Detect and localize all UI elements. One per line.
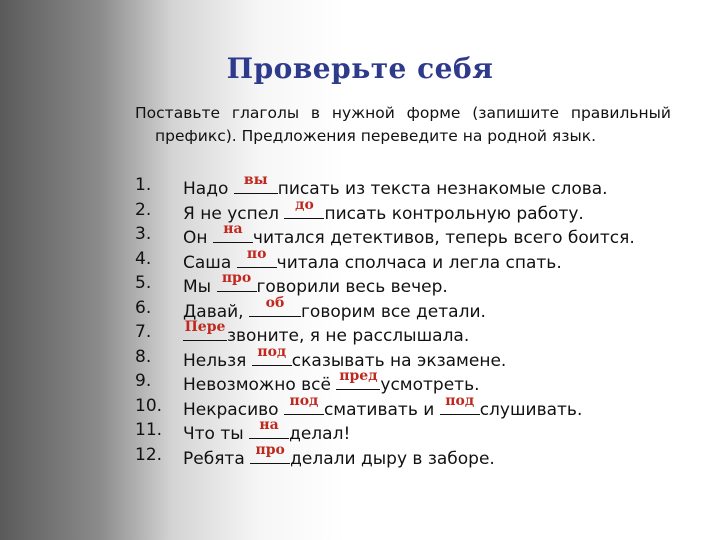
sentence-text (183, 196, 584, 224)
sentence-row (135, 392, 695, 421)
sentence-number: 4. (135, 248, 152, 269)
prefix-answer: на (223, 221, 243, 237)
answer-blank (234, 172, 278, 194)
sentence-start: Саша (183, 252, 237, 273)
sentence-row (135, 196, 695, 225)
sentence-number: 9. (135, 371, 152, 391)
sentence-start: Некрасиво (183, 399, 284, 420)
sentence-end: сказывать на экзамене. (291, 350, 507, 371)
sentence-number: 7. (135, 322, 152, 342)
prefix-answer: по (246, 245, 267, 262)
answer-blank (183, 319, 227, 341)
sentence-end: читала сполчаса и легла спать. (276, 252, 562, 273)
prefix-answer: пред (339, 368, 378, 384)
instructions-line-2: префикс). Предложения переведите на родной язык. (155, 127, 597, 145)
sentence-number: 6. (135, 297, 152, 318)
sentence-end: читался детективов, теперь всего боится. (252, 228, 635, 248)
prefix-answer: под (257, 343, 287, 360)
sentence-number: 5. (135, 273, 152, 293)
sentence-list (135, 172, 695, 469)
prefix-answer: под (445, 392, 475, 409)
sentence-row (135, 270, 695, 298)
prefix-answer: про (255, 441, 285, 458)
sentence-end: делали дыру в заборе. (290, 448, 495, 469)
sentence-row (135, 441, 695, 470)
sentence-number: 8. (135, 346, 152, 367)
sentence-row (135, 172, 695, 200)
sentence-text (183, 245, 562, 273)
sentence-start: Надо (183, 179, 234, 199)
sentence-start: Нельзя (183, 350, 252, 371)
sentence-start: Ребята (183, 448, 251, 469)
answer-blank (440, 392, 480, 415)
sentence-end: слушивать. (479, 399, 583, 420)
prefix-answer: на (259, 417, 279, 433)
answer-blank (217, 270, 257, 292)
prefix-answer: до (295, 196, 314, 213)
prefix-answer: вы (243, 172, 268, 188)
sentence-text (183, 343, 507, 371)
answer-blank (284, 196, 324, 219)
sentence-number: 11. (135, 420, 163, 440)
answer-blank (252, 343, 292, 366)
answer-blank (250, 441, 290, 464)
sentence-start: Давай, (183, 301, 249, 322)
sentence-row (135, 343, 695, 372)
sentence-middle: смативать и (323, 399, 440, 420)
answer-blank (249, 417, 289, 439)
answer-blank (336, 368, 380, 390)
sentence-start: Невозможно всё (183, 375, 337, 395)
sentence-number: 12. (135, 444, 163, 465)
sentence-number: 2. (135, 199, 152, 220)
sentence-text (183, 441, 495, 469)
sentence-start: Он (183, 228, 213, 248)
slide-title: Проверьте себя (226, 52, 494, 85)
sentence-end: говорим все детали. (301, 301, 486, 322)
sentence-row (135, 417, 695, 445)
answer-blank (284, 392, 324, 415)
sentence-start: Что ты (183, 424, 250, 444)
sentence-start: Мы (183, 277, 217, 297)
sentence-start: Я не успел (183, 203, 285, 224)
answer-blank (237, 245, 277, 268)
sentence-end: писать из текста незнакомые слова. (277, 179, 608, 199)
sentence-number: 10. (135, 395, 163, 416)
prefix-answer: под (289, 392, 319, 409)
sentence-text (183, 368, 480, 395)
sentence-text (183, 294, 486, 322)
answer-blank (213, 221, 253, 243)
sentence-number: 3. (135, 224, 152, 244)
sentence-row (135, 245, 695, 274)
answer-blank (249, 294, 301, 317)
sentence-end: усмотреть. (380, 375, 480, 395)
sentence-row (135, 368, 695, 396)
sentence-end: делал! (289, 424, 351, 444)
sentence-end: звоните, я не расслышала. (227, 326, 470, 346)
instructions-line-1: Поставьте глаголы в нужной форме (запишите правильный (135, 104, 671, 122)
sentence-text (183, 270, 448, 297)
prefix-answer: Пере (184, 319, 226, 335)
prefix-answer: об (265, 294, 285, 311)
instructions (135, 102, 671, 148)
sentence-end: писать контрольную работу. (324, 203, 584, 224)
sentence-text (183, 392, 583, 420)
sentence-row (135, 221, 695, 249)
sentence-text (183, 221, 635, 248)
sentence-number: 1. (135, 175, 152, 195)
sentence-end: говорили весь вечер. (256, 277, 448, 297)
prefix-answer: про (221, 270, 252, 286)
sentence-text (183, 172, 608, 199)
sentence-text (183, 319, 470, 346)
sentence-text (183, 417, 351, 444)
sentence-row (135, 319, 695, 347)
